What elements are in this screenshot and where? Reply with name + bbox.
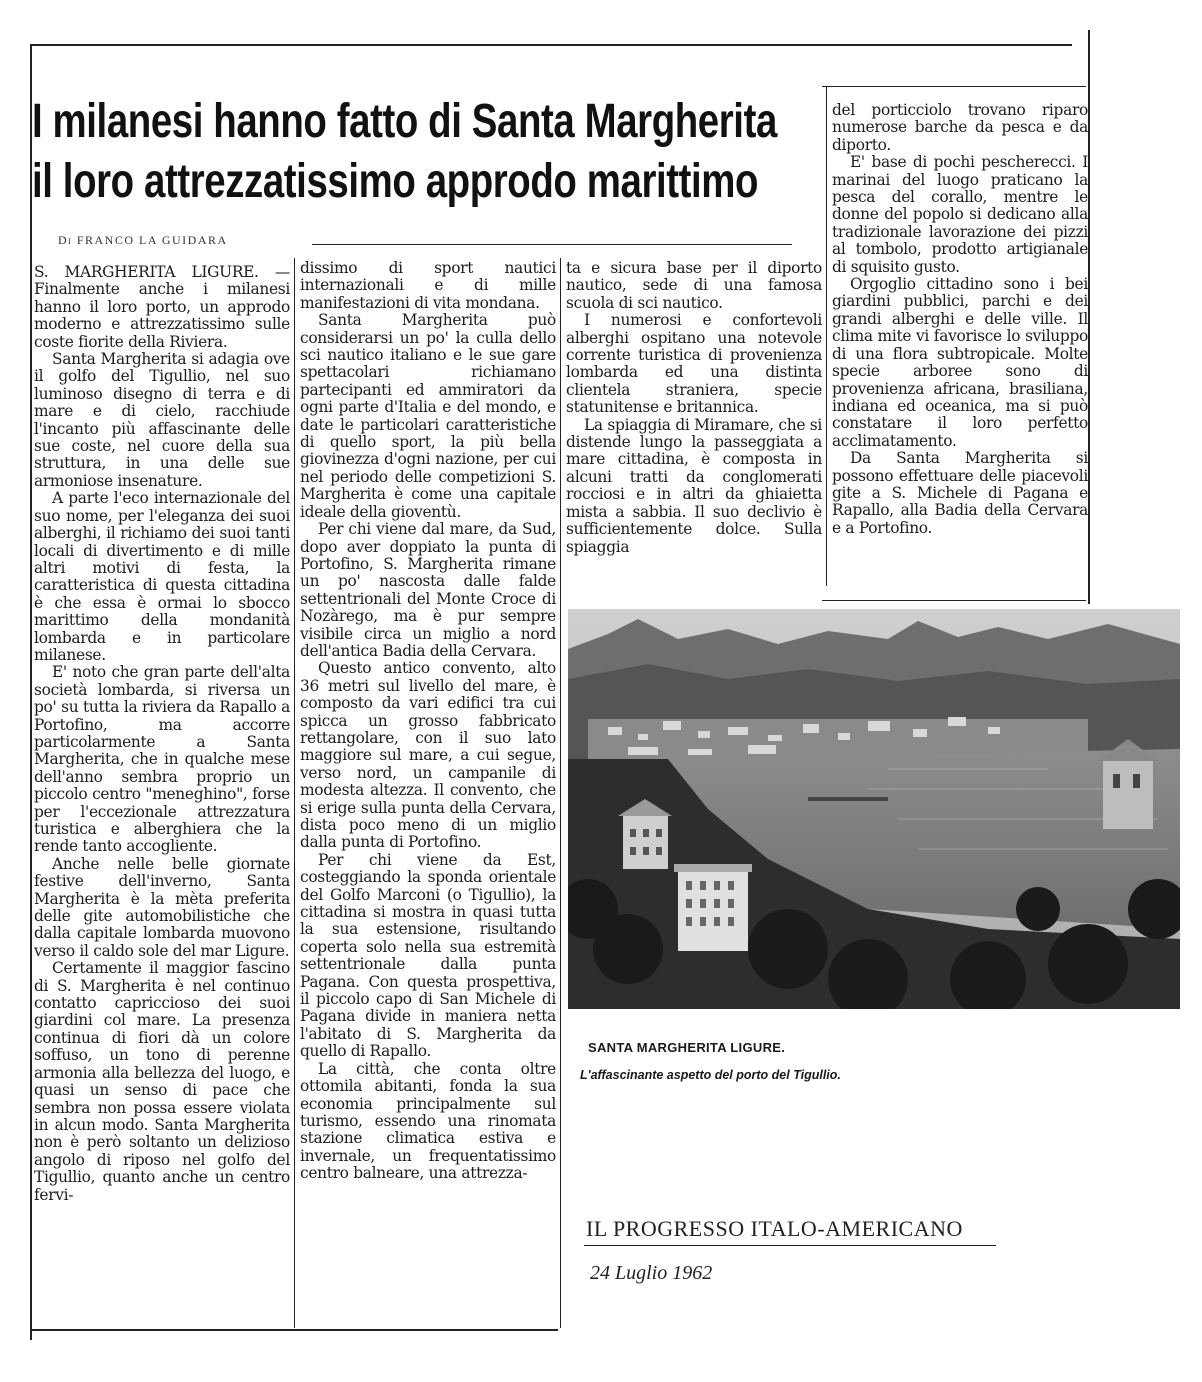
paragraph: Questo antico convento, alto 36 metri sul livello del mare, è composto da vari edifici tra cui spicca un grosso fabbricato rettangolare, con il suo lato maggiore sul mare, a cui segue, verso nord, un campanile di modesta altezza. Il convento, che si erige sulla punta della Cervara, dista poco meno di un miglio dalla punta di Portofino. (300, 659, 556, 852)
headline-bottom-rule (312, 244, 792, 245)
top-rule (32, 44, 1072, 46)
paragraph: ta e sicura base per il diporto nautico, sede di una famosa scuola di sci nautico. (566, 259, 822, 312)
paragraph: La città, che conta oltre ottomila abitanti, fonda la sua economia principalmente sul turismo, essendo una rinomata stazione climatica estiva e invernale, un frequentatissimo centro balneare, una attrezza- (300, 1059, 556, 1183)
article-headline (32, 92, 777, 212)
paragraph: Santa Margherita si adagia ove il golfo del Tigullio, nel suo luminoso disegno di terra e di mare e di cielo, racchiude l'incanto più affascinante delle sue coste, nel cuore della sua struttura, in una delle sue armoniose insenature. (34, 350, 290, 490)
publication-date: 24 Luglio 1962 (590, 1262, 713, 1284)
byline: Di FRANCO LA GUIDARA (58, 233, 228, 247)
photo-caption-text: L'affascinante aspetto del porto del Tigullio. (580, 1068, 841, 1082)
paragraph: dissimo di sport nautici internazionali e di mille manifestazioni di vita mondana. (300, 259, 556, 312)
harbor-photo-illustration (568, 609, 1180, 1009)
harbor-photo (568, 609, 1180, 1009)
paragraph: Anche nelle belle giornate festive dell'inverno, Santa Margherita è la mèta preferita delle gite automobilistiche che dalla capitale lombarda muovono verso il caldo sole del mar Ligure. (34, 854, 290, 960)
column-divider (560, 258, 561, 1328)
article-column-2 (300, 260, 556, 1183)
newspaper-name-underline (584, 1245, 996, 1246)
paragraph: Per chi viene da Est, costeggiando la sponda orientale del Golfo Marconi (o Tigullio), la cittadina si mostra in quasi tutta la sua estensione, risultando coperta solo nella sua estremità settentrionale dalla punta Pagana. Con questa prospettiva, il piccolo capo di San Michele di Pagana divide in maniera netta l'abitato di S. Margherita da quello di Rapallo. (300, 850, 556, 1061)
paragraph: E' base di pochi pescherecci. I marinai del luogo praticano la pesca del corallo, mentre le donne del popolo si dedicano alla tradizionale lavorazione dei pizzi al tombolo, prodotto artigianale di squisito gusto. (832, 153, 1088, 276)
paragraph: del porticciolo trovano riparo numerose barche da pesca e da diporto. (832, 101, 1088, 154)
left-border (30, 44, 32, 1340)
article-column-1 (34, 264, 290, 1204)
article-column-4 (832, 102, 1088, 537)
column-divider (294, 258, 295, 1328)
paragraph: Certamente il maggior fascino di S. Margherita è nel continuo contatto capriccioso dei suoi giardini col mare. La presenza continua di fiori dà un colore soffuso, un tono di perenne armonia alla bellezza del luogo, e quasi un senso di pace che sembra non possa essere violata in alcun modo. Santa Margherita non è però soltanto un delizioso angolo di riposo nel golfo del Tigullio, quanto anche un centro fervi- (34, 959, 290, 1204)
paragraph: S. MARGHERITA LIGURE. — Finalmente anche i milanesi hanno il loro porto, un approdo moderno e attrezzatissimo sulle coste fiorite della Riviera. (34, 263, 290, 351)
paragraph: Per chi viene dal mare, da Sud, dopo aver doppiato la punta di Portofino, S. Margherita rimane un po' nascosta dalle falde settentrionali del Monte Croce di Nozàrego, ma è pur sempre visibile circa un miglio a nord dell'antica Badia della Cervara. (300, 520, 556, 660)
right-border (1088, 30, 1090, 604)
paragraph: Orgoglio cittadino sono i bei giardini pubblici, parchi e dei grandi alberghi e delle ville. Il clima mite vi favorisce lo sviluppo di una flora subtropicale. Molte specie arboree sono di provenienza africana, brasiliana, indiana ed oceanica, ma si può constatare il loro perfetto acclimatamento. (832, 275, 1088, 450)
right-top-rule (822, 86, 1086, 87)
photo-caption-title: SANTA MARGHERITA LIGURE. (588, 1040, 786, 1055)
paragraph: La spiaggia di Miramare, che si distende lungo la passeggiata a mare cittadina, è composta in alcuni tratti da conglomerati rocciosi e in altri da ghiaietta mista a sabbia. Il suo declivio è sufficientemente dolce. Sulla spiaggia (566, 415, 822, 556)
article-bottom-rule (30, 1329, 558, 1331)
newspaper-name: IL PROGRESSO ITALO-AMERICANO (586, 1216, 963, 1241)
column-bottom-rule (822, 600, 1086, 601)
article-column-3 (566, 260, 822, 556)
headline-line-1: I milanesi hanno fatto di Santa Margherita (32, 95, 777, 148)
paragraph: Santa Margherita può considerarsi un po' la culla dello sci nautico italiano e le sue gare spettacolari richiamano partecipanti ed ammiratori da ogni parte d'Italia e del mondo, e date le particolari caratteristiche di quello sport, la più bella giovinezza d'ogni nazione, per cui nel periodo delle competizioni S. Margherita è come una capitale ideale della gioventù. (300, 311, 556, 521)
column-divider (826, 86, 827, 586)
paragraph: E' noto che gran parte dell'alta società lombarda, si riversa un po' su tutta la riviera da Rapallo a Portofino, ma accorre particolarmente a Santa Margherita, che in qualche mese dell'anno sembra proprio un piccolo centro "meneghino", forse per l'eccezionale attrezzatura turistica e alberghiera che la rende tanto accogliente. (34, 663, 290, 856)
headline-line-2: il loro attrezzatissimo approdo marittimo (32, 155, 759, 208)
paragraph: I numerosi e confortevoli alberghi ospitano una notevole corrente turistica di provenienza lombarda ed una distinta clientela straniera, specie statunitense e britannica. (566, 311, 822, 417)
paragraph: Da Santa Margherita si possono effettuare delle piacevoli gite a S. Michele di Pagana e Rapallo, alla Badia della Cervara e a Portofino. (832, 449, 1088, 537)
paragraph: A parte l'eco internazionale del suo nome, per l'eleganza dei suoi alberghi, il richiamo dei suoi tanti locali di divertimento e di mille altri motivi di festa, la caratteristica di questa cittadina è che essa è ormai lo sbocco marittimo della mondanità lombarda e in particolare milanese. (34, 489, 290, 664)
